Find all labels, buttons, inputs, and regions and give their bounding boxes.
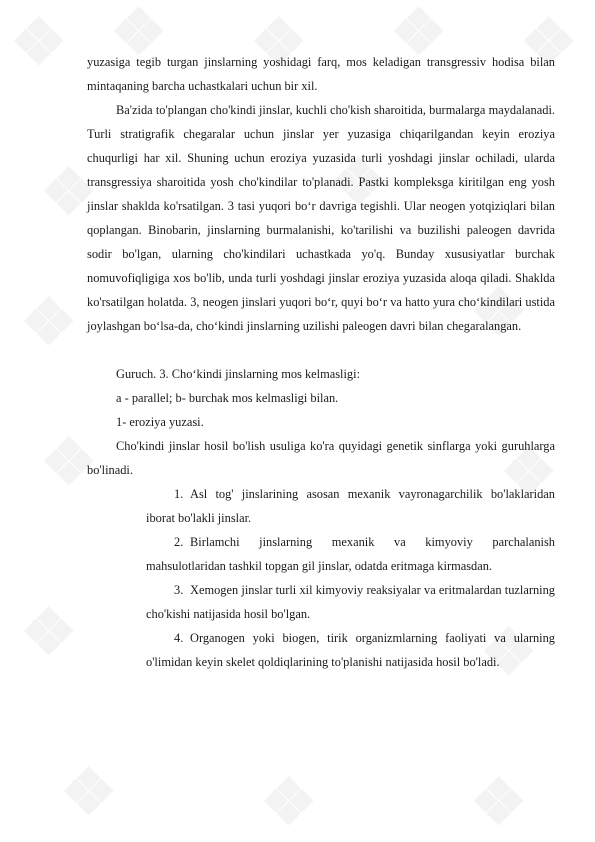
watermark-logo-icon: ❖: [20, 596, 78, 668]
watermark-logo-icon: ❖: [330, 146, 388, 218]
figure-legend-line: a - parallel; b- burchak mos kelmasligi bilan.: [116, 391, 339, 405]
watermark-logo-icon: ❖: [110, 0, 168, 68]
paragraph-continuation: yuzasiga tegib turgan jinslarning yoshidagi farq, mos keladigan transgressiv hodisa bilan mintaqaning barcha uchastkalari uchun bir xil.: [87, 55, 555, 93]
list-item: [146, 482, 555, 530]
watermark-logo-icon: ❖: [500, 436, 558, 508]
paragraph-classification-intro: Cho'kindi jinslar hosil bo'lish usuliga ko'ra quyidagi genetik sinflarga yoki guruhlarga bo'linadi.: [87, 439, 555, 477]
figure-legend-line: 1- eroziya yuzasi.: [116, 415, 204, 429]
watermark-logo-icon: ❖: [470, 276, 528, 348]
document-page: [87, 50, 558, 674]
list-item-number: 1.: [174, 487, 184, 501]
list-item-number: 4.: [174, 631, 184, 645]
watermark-logo-icon: ❖: [20, 286, 78, 358]
watermark-logo-icon: ❖: [470, 766, 528, 838]
watermark-logo-icon: ❖: [390, 0, 448, 68]
paragraph-body: Ba'zida to'plangan cho'kindi jinslar, kuchli cho'kish sharoitida, burmalarga maydalanadi. Turli stratigrafik chegaralar uchun jinslar yer yuzasiga chiqarilgandan keyin eroziya chuqurligi har xil. Shuning uchun eroziya yuzasida turli yoshdagi jinslar ochiladi, ularda transgressiya sharoitida yosh cho'kindilar to'planadi. Pastki kompleksga kiritilgan eng yosh jinslar shaklda ko'rsatilgan. 3 tasi yuqori boʻr davriga tegishli. Ular neogen yotqiziqlari bilan qoplangan. Binobarin, jinslarning burmalanishi, ko'tarilishi va buzilishi paleogen davrida sodir bo'lgan, ularning cho'kindilari uchastkada yo'q. Bunday xususiyatlar burchak nomuvofiqligiga xos bo'lib, unda turli yoshdagi jinslar eroziya yuzasida aloqa qiladi. Shaklda ko'rsatilgan holatda. 3, neogen jinslari yuqori boʻr, quyi boʻr va hatto yura choʻkindilari ustida joylashgan boʻlsa-da, choʻkindi jinslarning uzilishi paleogen davri bilan chegaralangan.: [87, 103, 555, 333]
watermark-logo-icon: ❖: [260, 766, 318, 838]
watermark-logo-icon: ❖: [10, 6, 68, 78]
list-item: [146, 626, 555, 674]
list-item-number: 3.: [174, 583, 184, 597]
watermark-logo-icon: ❖: [250, 6, 308, 78]
figure-caption: Guruch. 3. Cho‘kindi jinslarning mos kelmasligi:: [116, 367, 361, 381]
list-item-text: Xemogen jinslar turli xil kimyoviy reaksiyalar va eritmalardan tuzlarning cho'kishi natijasida hosil bo'lgan.: [146, 583, 555, 621]
blank-line: [87, 338, 555, 362]
list-item-number: 2.: [174, 535, 184, 549]
watermark-logo-icon: ❖: [60, 756, 118, 828]
rock-classes-list: [87, 482, 555, 674]
list-item-text: Organogen yoki biogen, tirik organizmlarning faoliyati va ularning o'limidan keyin skelet qoldiqlarining to'planishi natijasida hosil bo'ladi.: [146, 631, 555, 669]
list-item: [146, 530, 555, 578]
watermark-logo-icon: ❖: [40, 156, 98, 228]
list-item-text: Birlamchi jinslarning mexanik va kimyoviy parchalanish mahsulotlaridan tashkil topgan gil jinslar, odatda eritmaga kirmasdan.: [146, 535, 555, 573]
watermark-logo-icon: ❖: [480, 616, 538, 688]
list-item: [146, 578, 555, 626]
watermark-logo-icon: ❖: [40, 426, 98, 498]
watermark-logo-icon: ❖: [520, 6, 578, 78]
list-item-text: Asl tog' jinslarining asosan mexanik vayronagarchilik bo'laklaridan iborat bo'lakli jinslar.: [146, 487, 555, 525]
